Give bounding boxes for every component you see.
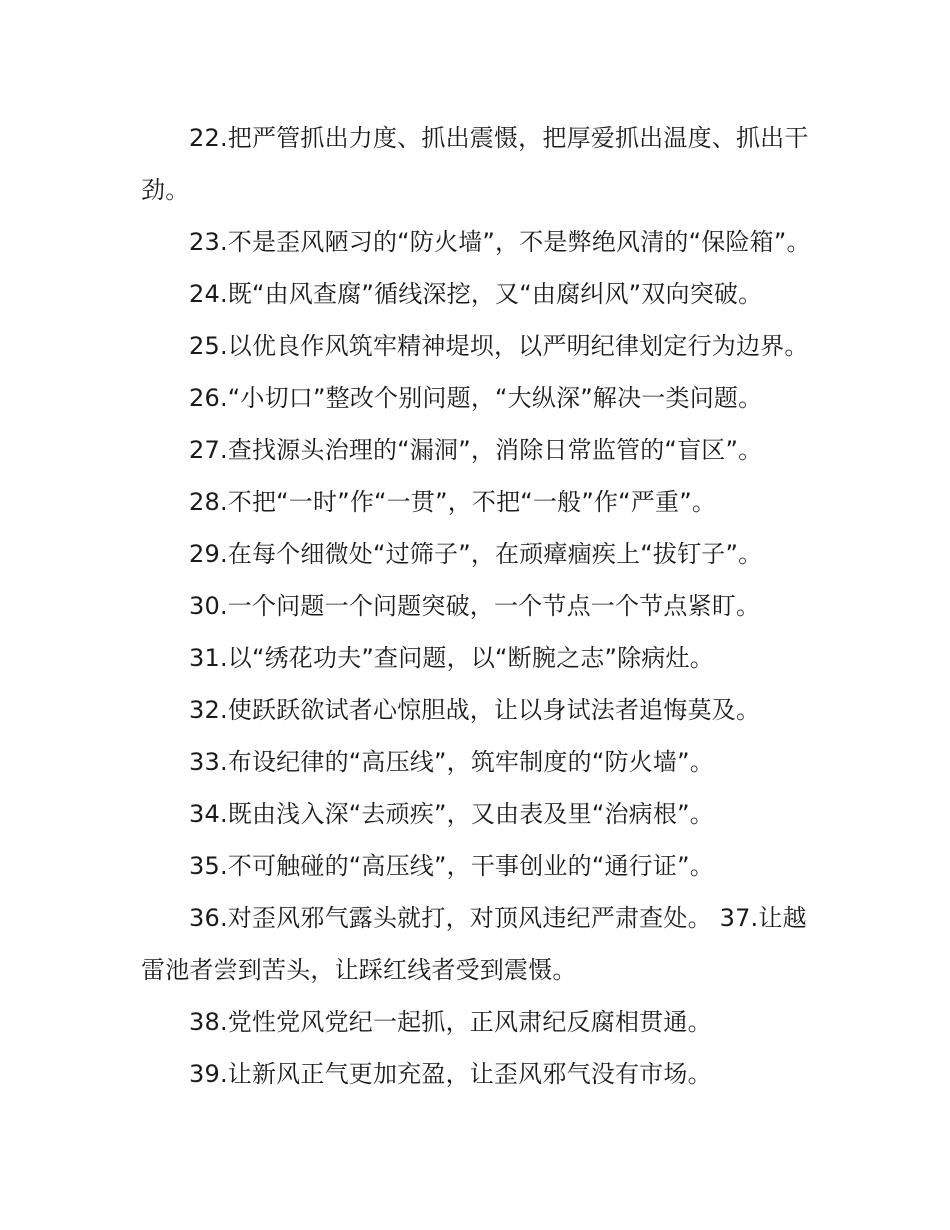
paragraph-38: 38.党性党风党纪一起抓，正风肃纪反腐相贯通。 xyxy=(189,1008,712,1036)
paragraph-32: 32.使跃跃欲试者心惊胆战，让以身试法者追悔莫及。 xyxy=(189,696,761,724)
paragraph-25: 25.以优良作风筑牢精神堤坝，以严明纪律划定行为边界。 xyxy=(189,332,809,360)
document-body xyxy=(141,112,811,1100)
paragraph-39: 39.让新风正气更加充盈，让歪风邪气没有市场。 xyxy=(189,1060,712,1088)
paragraph-36-37: 36.对歪风邪气露头就打，对顶风违纪严肃查处。 37.让越雷池者尝到苦头，让踩红线者受到震慑。 xyxy=(141,904,807,984)
paragraph-34: 34.既由浅入深“去顽疾”，又由表及里“治病根”。 xyxy=(189,800,714,828)
paragraph-23: 23.不是歪风陋习的“防火墙”，不是弊绝风清的“保险箱”。 xyxy=(189,228,811,256)
paragraph-24: 24.既“由风查腐”循线深挖，又“由腐纠风”双向突破。 xyxy=(189,280,763,308)
paragraph-35: 35.不可触碰的“高压线”，干事创业的“通行证”。 xyxy=(189,852,714,880)
paragraph-31: 31.以“绣花功夫”查问题，以“断腕之志”除病灶。 xyxy=(189,644,714,672)
paragraph-33: 33.布设纪律的“高压线”，筑牢制度的“防火墙”。 xyxy=(189,748,714,776)
paragraph-27: 27.查找源头治理的“漏洞”，消除日常监管的“盲区”。 xyxy=(189,436,763,464)
paragraph-28: 28.不把“一时”作“一贯”，不把“一般”作“严重”。 xyxy=(189,488,717,516)
paragraph-29: 29.在每个细微处“过筛子”，在顽瘴痼疾上“拔钉子”。 xyxy=(189,540,763,568)
paragraph-26: 26.“小切口”整改个别问题，“大纵深”解决一类问题。 xyxy=(189,384,763,412)
paragraph-30: 30.一个问题一个问题突破，一个节点一个节点紧盯。 xyxy=(189,592,761,620)
paragraph-22: 22.把严管抓出力度、抓出震慑，把厚爱抓出温度、抓出干劲。 xyxy=(141,124,809,204)
